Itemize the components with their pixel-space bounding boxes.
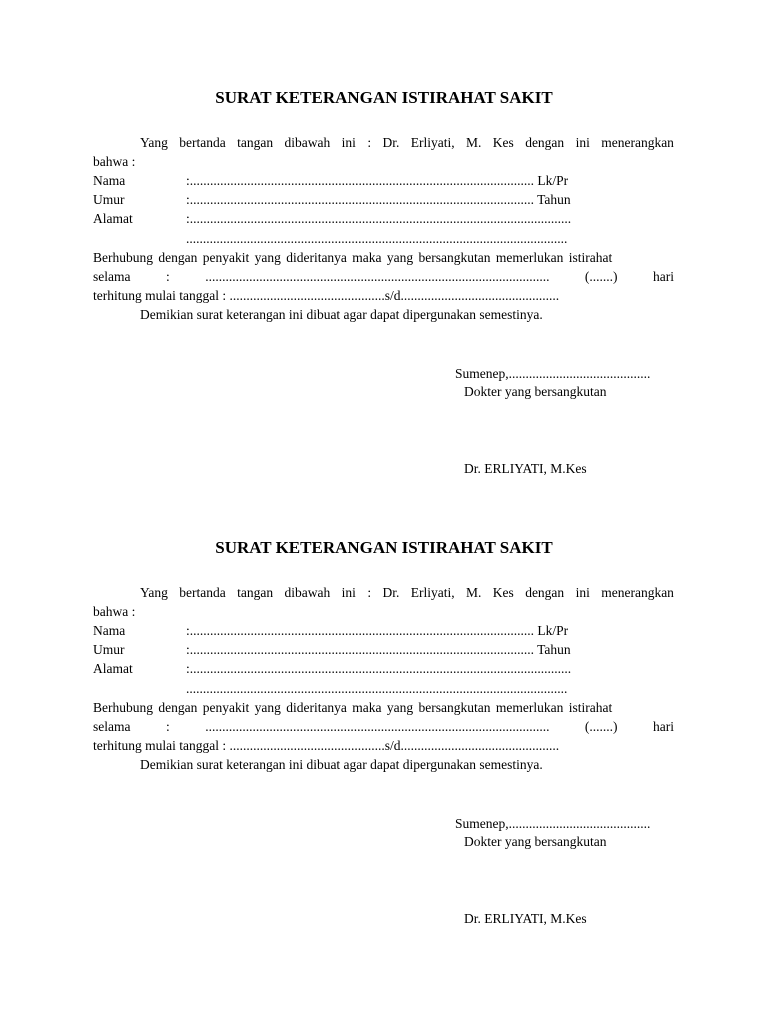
intro-word: menerangkan [601, 135, 674, 150]
selama-line [93, 717, 674, 736]
alamat-continuation: ................................................................................................................. [186, 231, 568, 246]
berhubung-line [93, 248, 674, 267]
alamat-label: Alamat [93, 211, 133, 226]
intro-word: tangan [237, 135, 274, 150]
letter-title: SURAT KETERANGAN ISTIRAHAT SAKIT [215, 88, 553, 107]
intro-line [140, 583, 674, 602]
demikian-line: Demikian surat keterangan ini dibuat agar dapat dipergunakan semestinya. [140, 307, 543, 322]
umur-label: Umur [93, 192, 125, 207]
berhubung-line [93, 698, 674, 717]
intro-word: dengan [525, 585, 565, 600]
selama-word: (.......) [584, 269, 618, 284]
intro-word: Dr. [382, 585, 400, 600]
intro-word: tangan [237, 585, 274, 600]
intro-word: Kes [492, 585, 514, 600]
selama-word: selama [93, 719, 131, 734]
field-umur [93, 640, 571, 659]
terhitung-line: terhitung mulai tanggal : ..............................................s/d............................................... [93, 738, 560, 753]
field-umur [93, 190, 571, 209]
signer-name: Dr. ERLIYATI, M.Kes [464, 461, 587, 476]
intro-word: Yang [140, 135, 168, 150]
intro-word: : [367, 585, 372, 600]
signer-name: Dr. ERLIYATI, M.Kes [464, 911, 587, 926]
alamat-value: :................................................................................................................. [186, 661, 572, 676]
intro-word: dibawah [284, 135, 331, 150]
alamat-label: Alamat [93, 661, 133, 676]
intro-word: M. [466, 585, 482, 600]
letter-form-2 [0, 538, 768, 988]
intro-word: M. [466, 135, 482, 150]
intro-line [140, 133, 674, 152]
intro-word: Erliyati, [410, 135, 455, 150]
field-alamat [93, 209, 571, 228]
intro-word: ini [575, 585, 590, 600]
intro-word: dibawah [284, 585, 331, 600]
place-date: Sumenep,.......................................... [455, 816, 651, 831]
intro-word: Yang [140, 585, 168, 600]
signer-role: Dokter yang bersangkutan [464, 834, 607, 849]
intro-word: Erliyati, [410, 585, 455, 600]
signer-role: Dokter yang bersangkutan [464, 384, 607, 399]
field-nama [93, 171, 568, 190]
intro-line-2: bahwa : [93, 604, 136, 619]
nama-value: :...................................................................................................... Lk/Pr [186, 623, 569, 638]
selama-word: hari [653, 269, 674, 284]
intro-word: ini [575, 135, 590, 150]
intro-word: bertanda [179, 135, 226, 150]
umur-label: Umur [93, 642, 125, 657]
nama-label: Nama [93, 623, 126, 638]
selama-word: (.......) [584, 719, 618, 734]
intro-word: dengan [525, 135, 565, 150]
nama-value: :...................................................................................................... Lk/Pr [186, 173, 569, 188]
field-alamat [93, 659, 571, 678]
berhubung-text: Berhubung dengan penyakit yang dideritanya maka yang bersangkutan memerlukan istirahat [93, 700, 613, 715]
nama-label: Nama [93, 173, 126, 188]
place-date: Sumenep,.......................................... [455, 366, 651, 381]
field-nama [93, 621, 568, 640]
berhubung-text: Berhubung dengan penyakit yang dideritanya maka yang bersangkutan memerlukan istirahat [93, 250, 613, 265]
selama-word: : [165, 269, 170, 284]
intro-word: bertanda [179, 585, 226, 600]
intro-word: : [367, 135, 372, 150]
alamat-value: :................................................................................................................. [186, 211, 572, 226]
selama-word: selama [93, 269, 131, 284]
terhitung-line: terhitung mulai tanggal : ..............................................s/d............................................... [93, 288, 560, 303]
umur-value: :...................................................................................................... Tahun [186, 192, 571, 207]
intro-line-2: bahwa : [93, 154, 136, 169]
demikian-line: Demikian surat keterangan ini dibuat agar dapat dipergunakan semestinya. [140, 757, 543, 772]
selama-line [93, 267, 674, 286]
selama-word: hari [653, 719, 674, 734]
selama-word: : [165, 719, 170, 734]
intro-word: ini [341, 135, 356, 150]
alamat-continuation: ................................................................................................................. [186, 681, 568, 696]
intro-word: ini [341, 585, 356, 600]
intro-word: Dr. [382, 135, 400, 150]
selama-dots: ...................................................................................................... [205, 269, 550, 284]
letter-form-1 [0, 88, 768, 538]
intro-word: Kes [492, 135, 514, 150]
letter-title: SURAT KETERANGAN ISTIRAHAT SAKIT [215, 538, 553, 557]
umur-value: :...................................................................................................... Tahun [186, 642, 571, 657]
intro-word: menerangkan [601, 585, 674, 600]
selama-dots: ...................................................................................................... [205, 719, 550, 734]
